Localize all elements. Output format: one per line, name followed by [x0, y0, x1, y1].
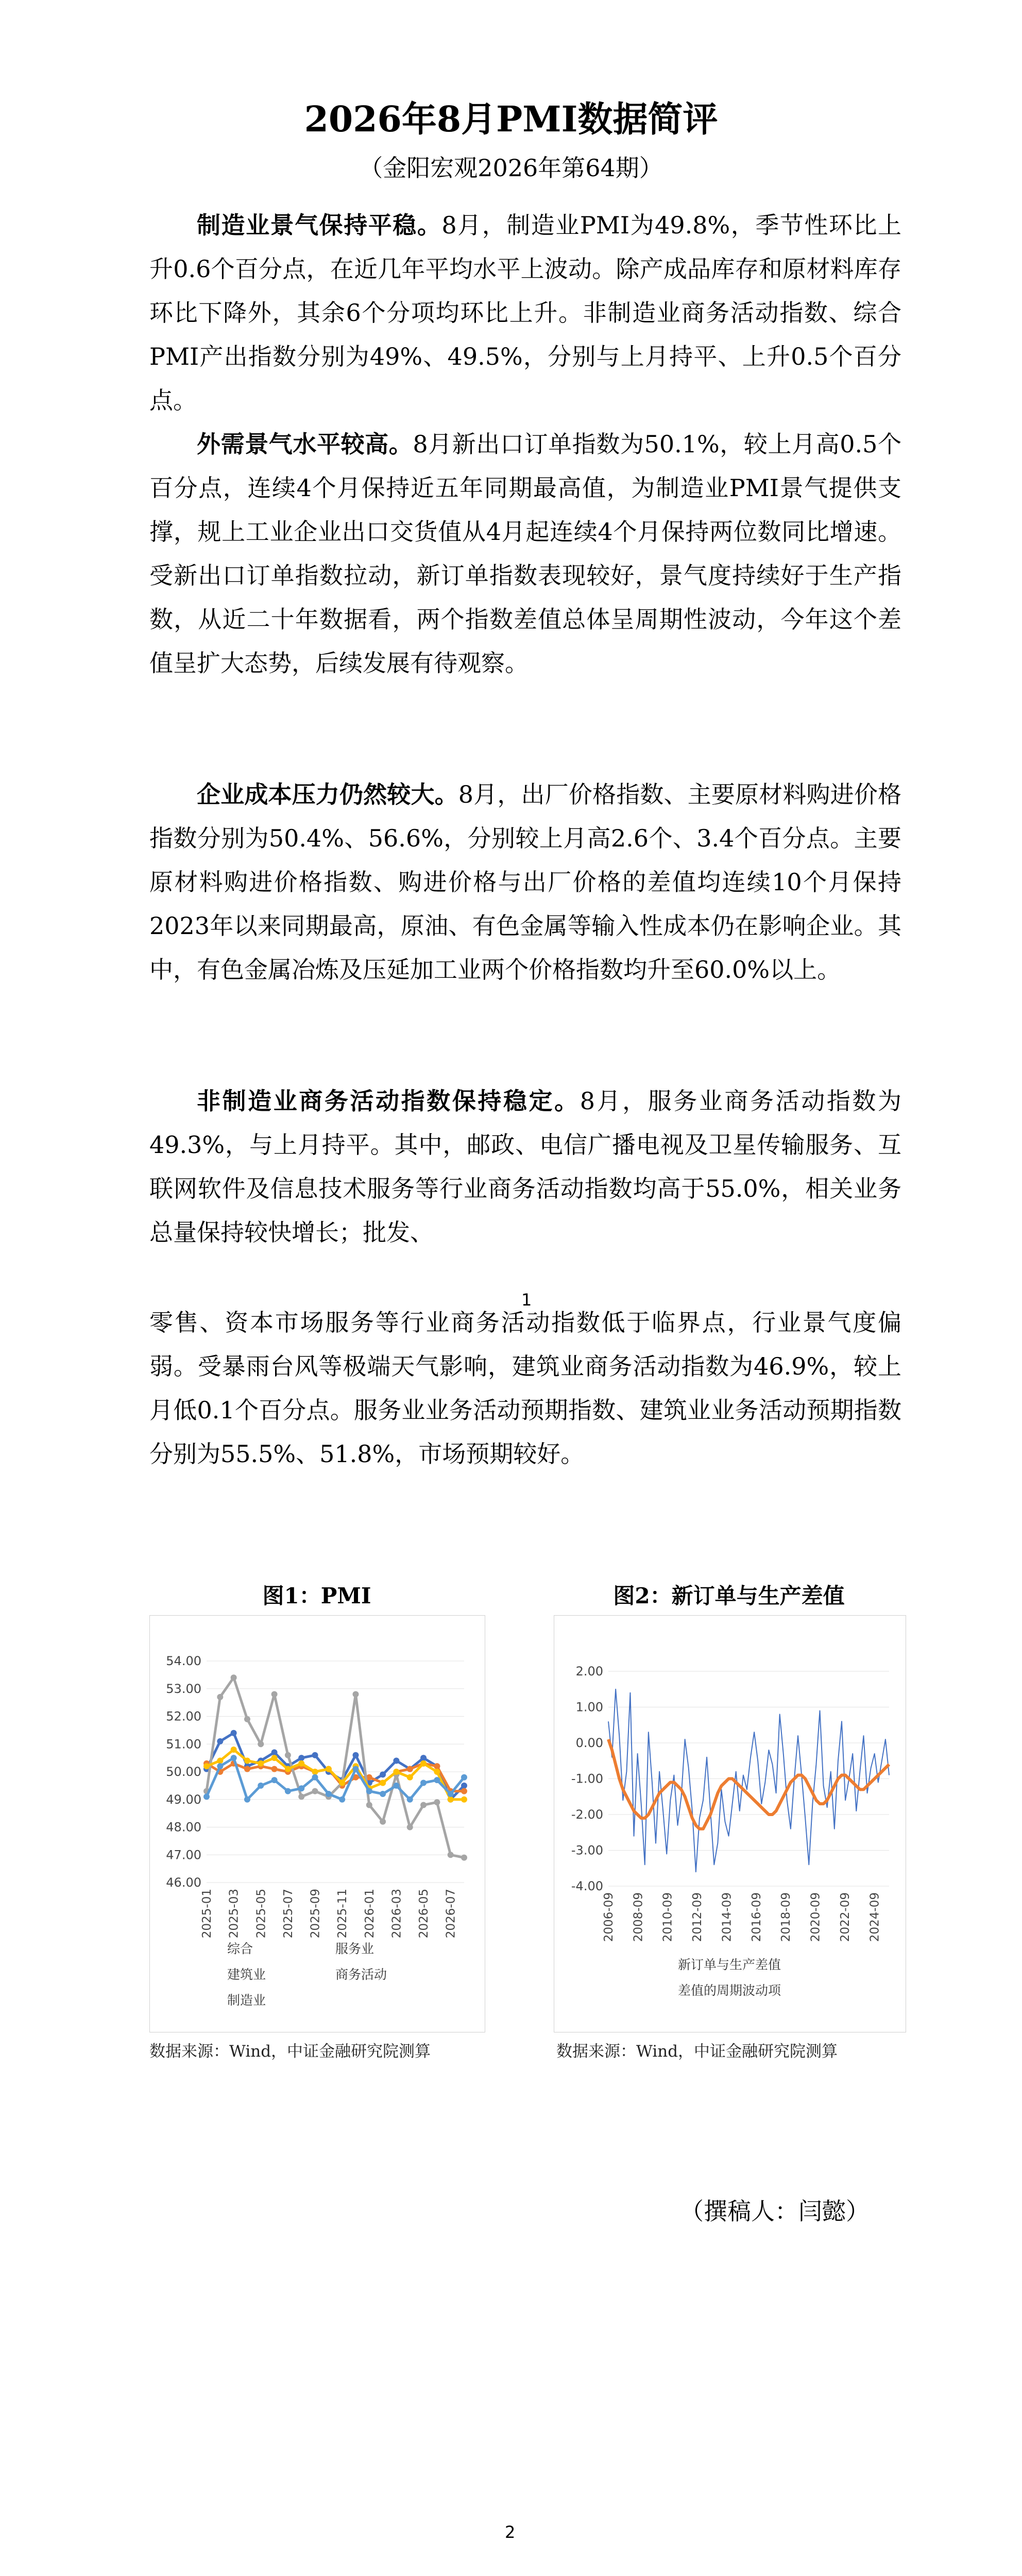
paragraph-body: 8月，出厂价格指数、主要原材料购进价格指数分别为50.4%、56.6%，分别较上月高2.6个、3.4个百分点。主要原材料购进价格指数、购进价格与出厂价格的差值均连续10个月保持2023年以来同期最高，原油、有色金属等输入性成本仍在影响企业。其中，有色金属冶炼及压延加工业两个价格指数均升至60.0%以上。	[149, 781, 901, 984]
data-point	[461, 1855, 467, 1861]
document-subtitle: （金阳宏观2026年第64期）	[359, 154, 663, 182]
data-point	[380, 1819, 386, 1825]
data-point	[366, 1788, 372, 1794]
paragraph-body: 8月新出口订单指数为50.1%，较上月高0.5个百分点，连续4个月保持近五年同期最高值，为制造业PMI景气提供支撑，规上工业企业出口交货值从4月起连续4个月保持两位数同比增速。受新出口订单指数拉动，新订单指数表现较好，景气度持续好于生产指数，从近二十年数据看，两个指数差值总体呈周期性波动，今年这个差值呈扩大态势，后续发展有待观察。	[149, 430, 901, 677]
page-marker: 1	[521, 1290, 532, 1310]
data-point	[434, 1777, 440, 1783]
data-point	[420, 1802, 427, 1808]
data-point	[298, 1760, 304, 1767]
paragraph-lead: 外需景气水平较高。	[197, 430, 413, 458]
data-point	[461, 1774, 467, 1781]
data-point	[393, 1769, 399, 1775]
x-tick-label: 2006-09	[602, 1892, 616, 1942]
data-point	[298, 1793, 304, 1800]
figure2-source: 数据来源：Wind，中证金融研究院测算	[556, 2042, 838, 2061]
y-tick-label: 1.00	[575, 1700, 603, 1715]
data-point	[434, 1799, 440, 1805]
data-point	[258, 1760, 264, 1767]
data-point	[393, 1758, 399, 1764]
data-point	[461, 1788, 467, 1794]
legend-entry: 综合	[227, 1941, 253, 1956]
data-point	[231, 1747, 237, 1753]
x-tick-label: 2018-09	[779, 1892, 793, 1942]
data-point	[407, 1824, 413, 1831]
figure1-caption: 图1：PMI	[262, 1583, 371, 1608]
paragraph-manufacturing	[149, 204, 901, 422]
data-point	[326, 1791, 332, 1797]
y-tick-label: -1.00	[571, 1771, 603, 1786]
data-point	[461, 1783, 467, 1789]
x-tick-label: 2026-07	[444, 1889, 458, 1939]
pmi-line-chart	[150, 1616, 485, 2032]
data-point	[461, 1797, 467, 1803]
legend-entry: 服务业	[335, 1941, 374, 1956]
data-point	[203, 1793, 210, 1800]
data-point	[380, 1780, 386, 1786]
data-point	[271, 1691, 278, 1698]
paragraph-lead: 企业成本压力仍然较大。	[197, 781, 458, 808]
x-tick-label: 2025-03	[227, 1889, 241, 1939]
data-point	[217, 1738, 223, 1744]
data-point	[407, 1774, 413, 1781]
data-point	[258, 1741, 264, 1747]
data-point	[271, 1755, 278, 1761]
data-point	[420, 1780, 427, 1786]
data-point	[393, 1783, 399, 1789]
paragraph-continuation: 零售、资本市场服务等行业商务活动指数低于临界点，行业景气度偏弱。受暴雨台风等极端天气影响，建筑业商务活动指数为46.9%，较上月低0.1个百分点。服务业业务活动预期指数、建筑业业务活动预期指数分别为55.5%、51.8%，市场预期较好。	[149, 1309, 901, 1468]
data-point	[285, 1766, 291, 1772]
y-tick-label: 52.00	[166, 1709, 201, 1724]
data-point	[420, 1755, 427, 1761]
data-point	[448, 1797, 454, 1803]
data-point	[352, 1766, 359, 1772]
legend-entry: 新订单与生产差值	[677, 1957, 781, 1972]
figure1-source: 数据来源：Wind，中证金融研究院测算	[149, 2042, 431, 2061]
x-tick-label: 2026-05	[417, 1889, 431, 1939]
paragraph-lead: 制造业景气保持平稳。	[197, 211, 442, 239]
data-point	[231, 1730, 237, 1736]
data-point	[339, 1797, 345, 1803]
x-tick-label: 2026-01	[363, 1889, 377, 1939]
data-point	[217, 1758, 223, 1764]
data-point	[285, 1788, 291, 1794]
data-point	[448, 1791, 454, 1797]
order-production-gap-chart	[554, 1616, 906, 2032]
x-tick-label: 2025-01	[200, 1889, 214, 1939]
data-point	[352, 1691, 359, 1698]
data-point	[231, 1755, 237, 1761]
data-point	[258, 1783, 264, 1789]
y-tick-label: 49.00	[166, 1792, 201, 1807]
data-point	[407, 1766, 413, 1772]
data-point	[271, 1766, 278, 1772]
x-tick-label: 2025-07	[281, 1889, 295, 1939]
x-tick-label: 2024-09	[868, 1892, 882, 1942]
y-tick-label: 50.00	[166, 1765, 201, 1779]
legend-entry: 制造业	[227, 1993, 266, 2008]
y-tick-label: 48.00	[166, 1820, 201, 1835]
paragraph-external-demand	[149, 422, 901, 685]
data-point	[244, 1716, 250, 1722]
data-point	[298, 1755, 304, 1761]
data-point	[326, 1766, 332, 1772]
y-tick-label: -2.00	[571, 1807, 603, 1822]
y-tick-label: 46.00	[166, 1875, 201, 1890]
legend-entry: 商务活动	[335, 1967, 387, 1982]
data-point	[312, 1752, 318, 1758]
x-tick-label: 2026-03	[390, 1889, 404, 1939]
document-title: 2026年8月PMI数据简评	[304, 99, 718, 140]
data-point	[312, 1788, 318, 1794]
legend-entry: 建筑业	[227, 1967, 266, 1982]
data-point	[312, 1769, 318, 1775]
y-tick-label: -4.00	[571, 1879, 603, 1893]
paragraph-body: 8月，制造业PMI为49.8%，季节性环比上升0.6个百分点，在近几年平均水平上波动。除产成品库存和原材料库存环比下降外，其余6个分项均环比上升。非制造业商务活动指数、综合PMI产出指数分别为49%、49.5%，分别与上月持平、上升0.5个百分点。	[149, 211, 902, 414]
data-point	[271, 1777, 278, 1783]
data-point	[217, 1763, 223, 1769]
data-point	[339, 1780, 345, 1786]
data-point	[420, 1760, 427, 1767]
data-point	[434, 1769, 440, 1775]
y-tick-label: 53.00	[166, 1681, 201, 1696]
x-tick-label: 2025-05	[254, 1889, 268, 1939]
y-tick-label: 0.00	[575, 1736, 603, 1750]
series-line-新订单与生产差值	[608, 1689, 889, 1872]
data-point	[244, 1758, 250, 1764]
x-tick-label: 2025-09	[309, 1889, 322, 1939]
y-tick-label: 51.00	[166, 1737, 201, 1752]
data-point	[298, 1785, 304, 1791]
data-point	[434, 1763, 440, 1769]
data-point	[217, 1694, 223, 1700]
data-point	[366, 1802, 372, 1808]
author-credit: （撰稿人：闫懿）	[680, 2197, 870, 2225]
data-point	[271, 1749, 278, 1755]
paragraph-non-manufacturing	[149, 1079, 901, 1255]
x-tick-label: 2025-11	[336, 1889, 350, 1939]
figure2-chart	[554, 1615, 906, 2032]
paragraph-cost-pressure	[149, 773, 901, 992]
x-tick-label: 2010-09	[661, 1892, 675, 1942]
paragraph-body: 8月，服务业商务活动指数为49.3%，与上月持平。其中，邮政、电信广播电视及卫星传输服务、互联网软件及信息技术服务等行业商务活动指数均高于55.0%，相关业务总量保持较快增长；批发、	[149, 1087, 901, 1246]
paragraph-lead: 非制造业商务活动指数保持稳定。	[197, 1087, 580, 1115]
y-tick-label: 54.00	[166, 1654, 201, 1668]
data-point	[285, 1752, 291, 1758]
y-tick-label: 47.00	[166, 1848, 201, 1862]
data-point	[244, 1797, 250, 1803]
y-tick-label: 2.00	[575, 1664, 603, 1679]
y-tick-label: -3.00	[571, 1843, 603, 1858]
page-number: 2	[505, 2522, 516, 2542]
x-tick-label: 2012-09	[691, 1892, 705, 1942]
data-point	[407, 1797, 413, 1803]
x-tick-label: 2020-09	[809, 1892, 823, 1942]
x-tick-label: 2014-09	[720, 1892, 734, 1942]
data-point	[231, 1674, 237, 1681]
x-tick-label: 2008-09	[632, 1892, 645, 1942]
data-point	[312, 1774, 318, 1781]
data-point	[352, 1752, 359, 1758]
x-tick-label: 2016-09	[750, 1892, 763, 1942]
data-point	[203, 1763, 210, 1769]
figure2-caption: 图2：新订单与生产差值	[613, 1583, 845, 1608]
data-point	[244, 1766, 250, 1772]
data-point	[380, 1771, 386, 1777]
x-tick-label: 2022-09	[838, 1892, 852, 1942]
data-point	[380, 1791, 386, 1797]
figure1-chart	[149, 1615, 485, 2032]
legend-entry: 差值的周期波动项	[677, 1983, 781, 1998]
data-point	[448, 1852, 454, 1858]
